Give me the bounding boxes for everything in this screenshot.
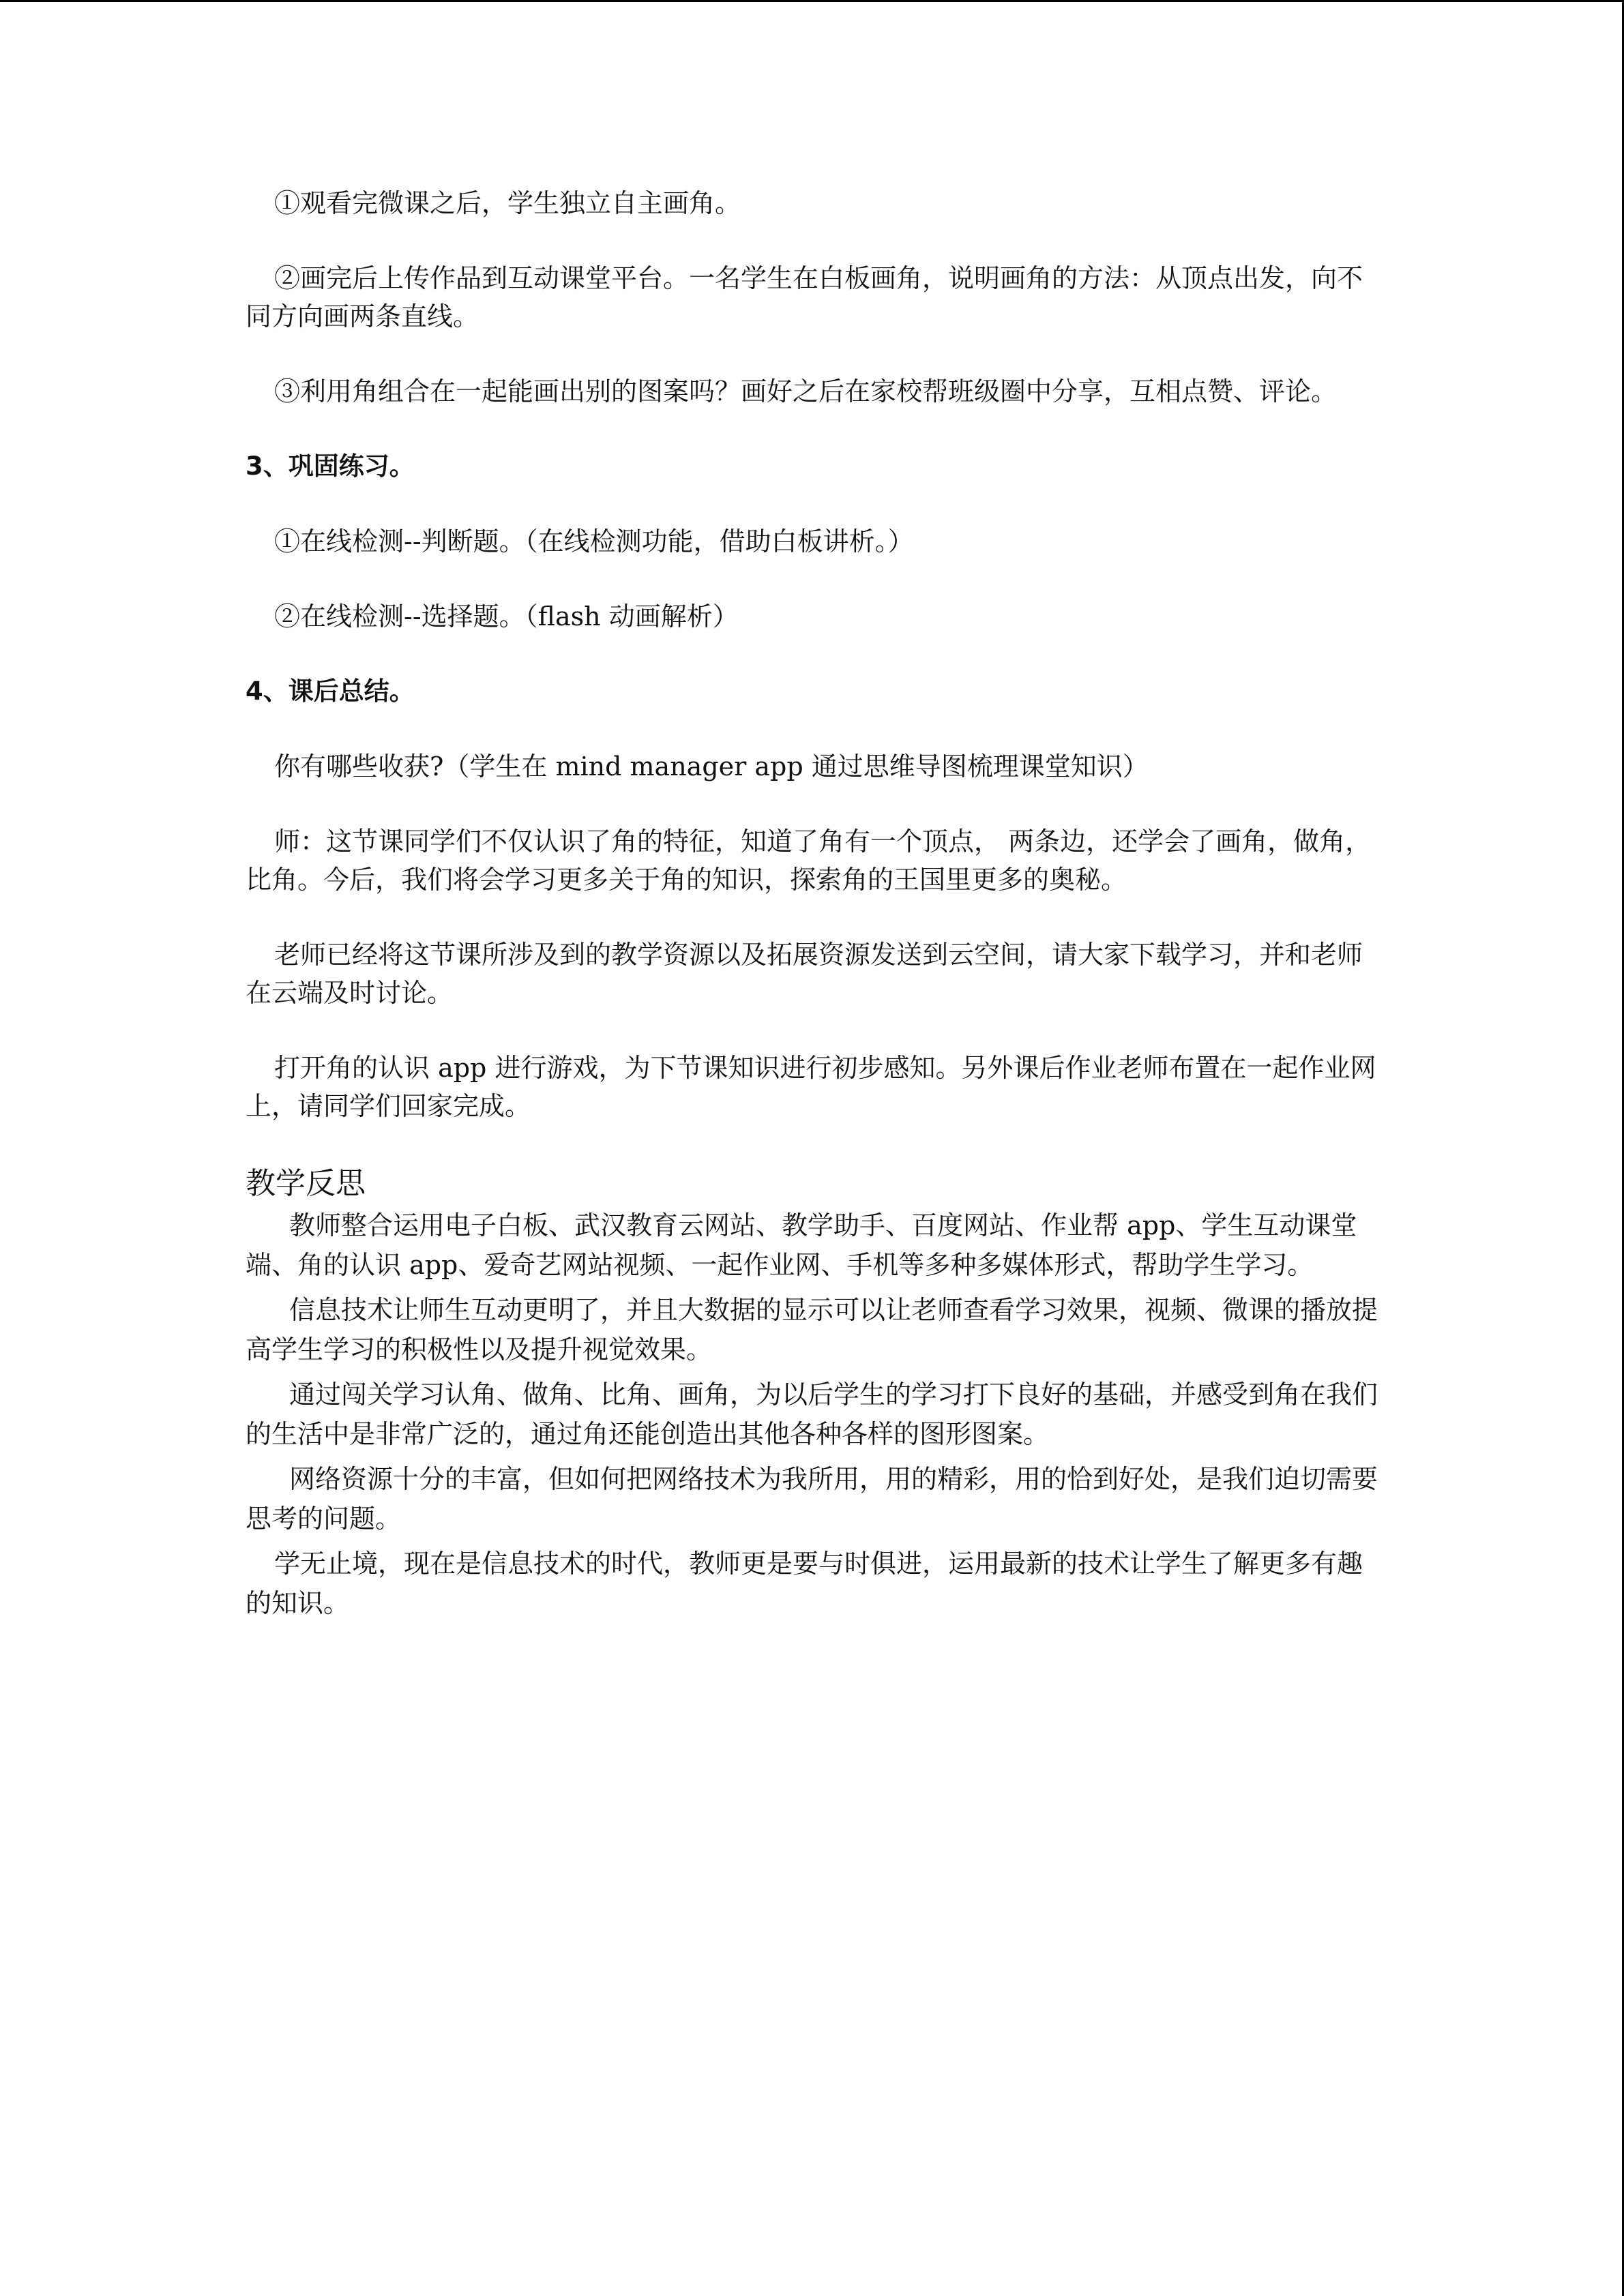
section-heading-practice: 3、巩固练习。 — [246, 451, 415, 481]
reflection-paragraph: 网络资源十分的丰富，但如何把网络技术为我所用，用的精彩，用的恰到好处，是我们迫切需要思考的问题。 — [246, 1464, 1378, 1534]
step-upload-work: ②画完后上传作品到互动课堂平台。一名学生在白板画角，说明画角的方法：从顶点出发，向不同方向画两条直线。 — [246, 263, 1363, 331]
document-page — [246, 184, 1381, 1623]
step-combine-angles: ③利用角组合在一起能画出别的图案吗？画好之后在家校帮班级圈中分享，互相点赞、评论。 — [274, 376, 1338, 406]
practice-multiple-choice: ②在线检测--选择题。（flash 动画解析） — [274, 601, 739, 631]
reflection-paragraph: 学无止境，现在是信息技术的时代，教师更是要与时俱进，运用最新的技术让学生了解更多有趣的知识。 — [246, 1549, 1363, 1618]
practice-true-false: ①在线检测--判断题。（在线检测功能，借助白板讲析。） — [274, 526, 914, 556]
cloud-resources: 老师已经将这节课所涉及到的教学资源以及拓展资源发送到云空间，请大家下载学习，并和老师在云端及时讨论。 — [246, 940, 1363, 1008]
reflection-title: 教学反思 — [246, 1166, 366, 1201]
section-heading-summary: 4、课后总结。 — [246, 676, 415, 706]
reflection-paragraph: 通过闯关学习认角、做角、比角、画角，为以后学生的学习打下良好的基础，并感受到角在我们的生活中是非常广泛的，通过角还能创造出其他各种各样的图形图案。 — [246, 1380, 1378, 1449]
page-top-border — [0, 0, 1624, 2]
summary-question: 你有哪些收获?（学生在 mind manager app 通过思维导图梳理课堂知识） — [274, 751, 1149, 781]
teaching-reflection — [246, 1162, 1381, 1623]
reflection-paragraph: 教师整合运用电子白板、武汉教育云网站、教学助手、百度网站、作业帮 app、学生互动课堂端、角的认识 app、爱奇艺网站视频、一起作业网、手机等多种多媒体形式，帮助学生学习。 — [246, 1210, 1357, 1280]
teacher-summary: 师：这节课同学们不仅认识了角的特征，知道了角有一个顶点， 两条边，还学会了画角，做角，比角。今后，我们将会学习更多关于角的知识，探索角的王国里更多的奥秘。 — [246, 826, 1372, 895]
homework-note: 打开角的认识 app 进行游戏，为下节课知识进行初步感知。另外课后作业老师布置在一起作业网上，请同学们回家完成。 — [246, 1053, 1376, 1121]
step-watch-micro-lesson: ①观看完微课之后，学生独立自主画角。 — [274, 188, 741, 218]
reflection-paragraph: 信息技术让师生互动更明了，并且大数据的显示可以让老师查看学习效果，视频、微课的播放提高学生学习的积极性以及提升视觉效果。 — [246, 1295, 1378, 1365]
